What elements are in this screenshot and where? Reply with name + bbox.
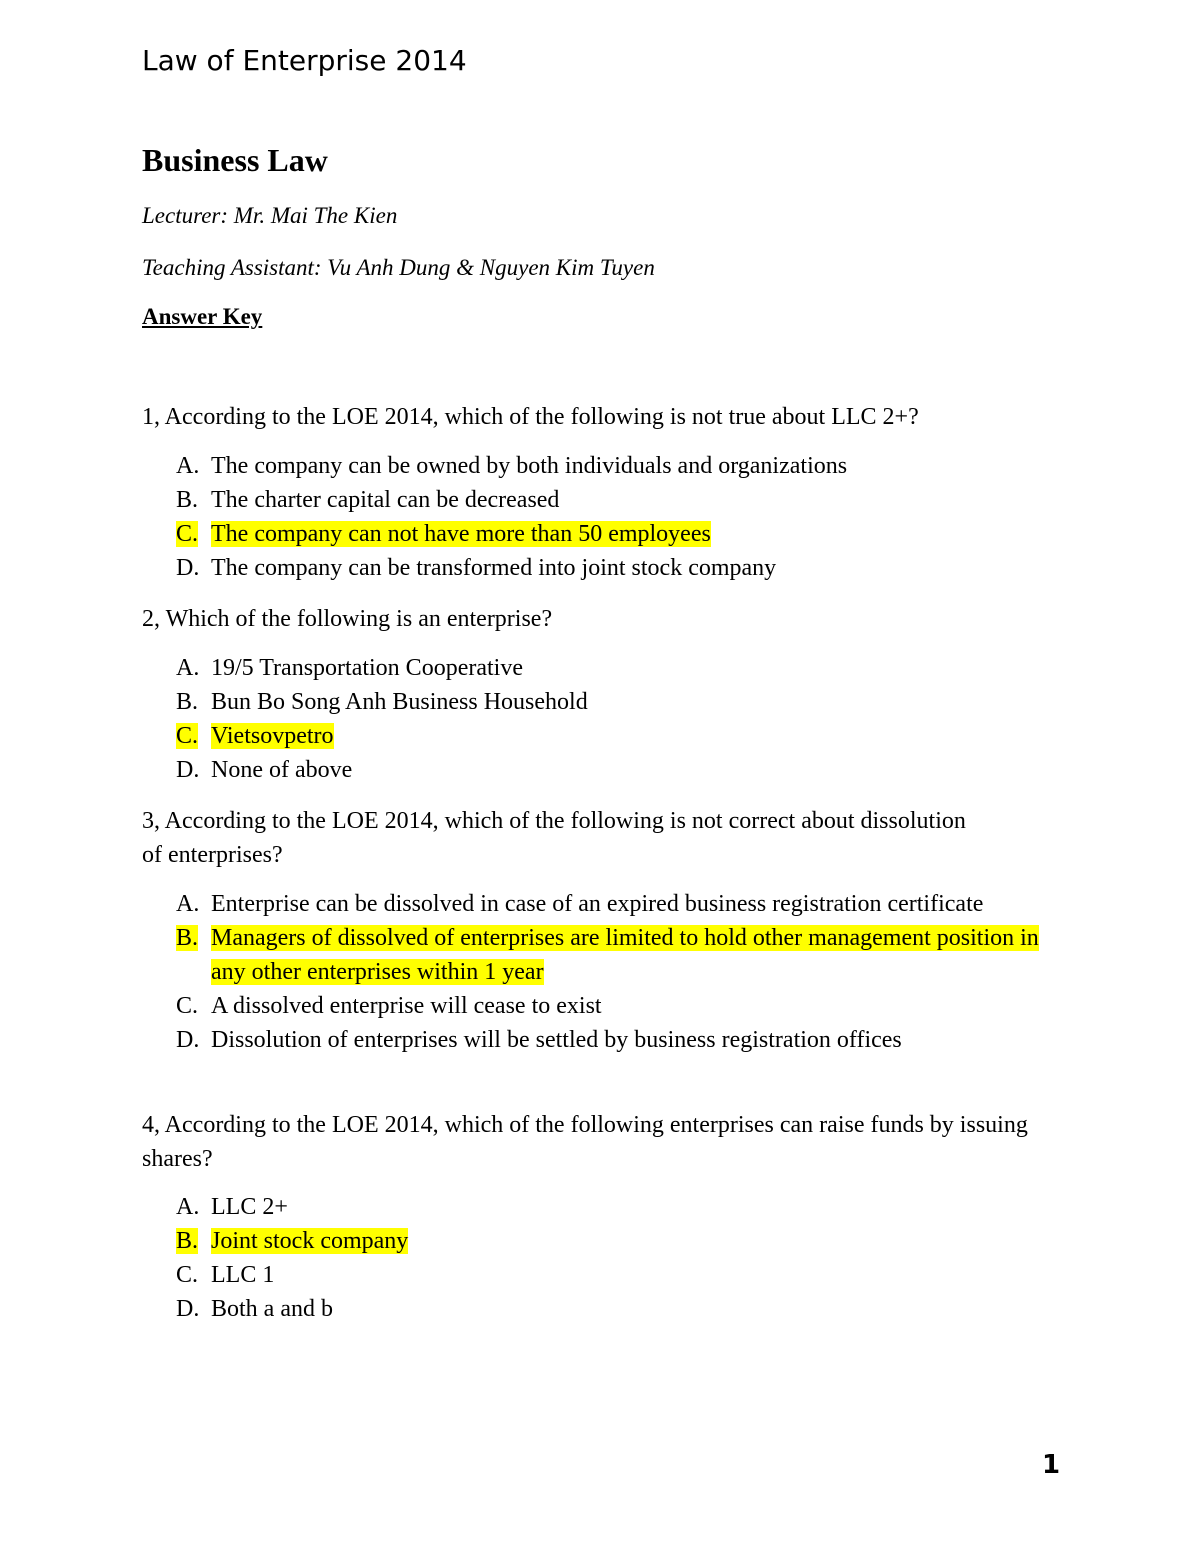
question-2-options: [176, 651, 1056, 787]
option-4b-correct: [176, 1224, 1056, 1258]
option-1d: [176, 551, 1056, 585]
option-text: LLC 1: [211, 1262, 275, 1288]
option-text: Enterprise can be dissolved in case of an expired business registration certificate: [211, 891, 984, 917]
option-letter: A.: [176, 1194, 200, 1220]
question-3-options: [176, 887, 1046, 1057]
option-text: The company can be transformed into joint stock company: [211, 555, 777, 581]
option-text: 19/5 Transportation Cooperative: [211, 655, 523, 681]
option-text: Joint stock company: [211, 1228, 409, 1254]
option-text: LLC 2+: [211, 1194, 288, 1220]
option-letter: D.: [176, 1296, 200, 1322]
option-letter: A.: [176, 453, 200, 479]
option-text: The company can be owned by both individuals and organizations: [211, 453, 848, 479]
option-1c-correct: [176, 517, 1056, 551]
question-1: 1, According to the LOE 2014, which of the following is not true about LLC 2+?: [142, 404, 919, 430]
option-text: The charter capital can be decreased: [211, 487, 560, 513]
question-4: 4, According to the LOE 2014, which of the following enterprises can raise funds by issuing shares?: [142, 1112, 1028, 1172]
option-text: Dissolution of enterprises will be settled by business registration offices: [211, 1027, 902, 1053]
page-number: 1: [1042, 1450, 1061, 1480]
lecturer-line: Lecturer: Mr. Mai The Kien: [142, 203, 398, 228]
option-letter: A.: [176, 891, 200, 917]
document-title: Business Law: [142, 142, 328, 178]
option-text: Managers of dissolved of enterprises are limited to hold other management position in any other enterprises within 1 year: [211, 925, 1039, 985]
option-text: Bun Bo Song Anh Business Household: [211, 689, 588, 715]
option-3c: [176, 989, 1046, 1023]
option-3d: [176, 1023, 1046, 1057]
option-letter: C.: [176, 1262, 199, 1288]
option-letter: C.: [176, 723, 199, 749]
option-2b: [176, 685, 1056, 719]
option-4d: [176, 1292, 1056, 1326]
option-1b: [176, 483, 1056, 517]
question-3: 3, According to the LOE 2014, which of the following is not correct about dissolution of enterprises?: [142, 808, 966, 868]
option-text: None of above: [211, 757, 353, 783]
option-text: Both a and b: [211, 1296, 333, 1322]
option-3a: [176, 887, 1046, 921]
option-letter: D.: [176, 555, 200, 581]
option-2d: [176, 753, 1056, 787]
teaching-assistant-line: Teaching Assistant: Vu Anh Dung & Nguyen Kim Tuyen: [142, 255, 655, 280]
answer-key-heading: Answer Key: [142, 304, 263, 329]
question-2: 2, Which of the following is an enterprise?: [142, 606, 553, 632]
option-letter: B.: [176, 487, 199, 513]
option-letter: B.: [176, 925, 199, 951]
option-letter: A.: [176, 655, 200, 681]
option-2c-correct: [176, 719, 1056, 753]
option-3b-correct: [176, 921, 1046, 989]
option-text: The company can not have more than 50 employees: [211, 521, 711, 547]
question-1-options: [176, 449, 1056, 585]
option-text: Vietsovpetro: [211, 723, 334, 749]
option-text: A dissolved enterprise will cease to exist: [211, 993, 602, 1019]
option-letter: B.: [176, 1228, 199, 1254]
option-1a: [176, 449, 1056, 483]
option-letter: D.: [176, 757, 200, 783]
option-2a: [176, 651, 1056, 685]
option-4c: [176, 1258, 1056, 1292]
option-letter: B.: [176, 689, 199, 715]
option-letter: C.: [176, 993, 199, 1019]
document-header: Law of Enterprise 2014: [142, 44, 467, 77]
option-4a: [176, 1190, 1056, 1224]
option-letter: C.: [176, 521, 199, 547]
question-4-options: [176, 1190, 1056, 1326]
option-letter: D.: [176, 1027, 200, 1053]
